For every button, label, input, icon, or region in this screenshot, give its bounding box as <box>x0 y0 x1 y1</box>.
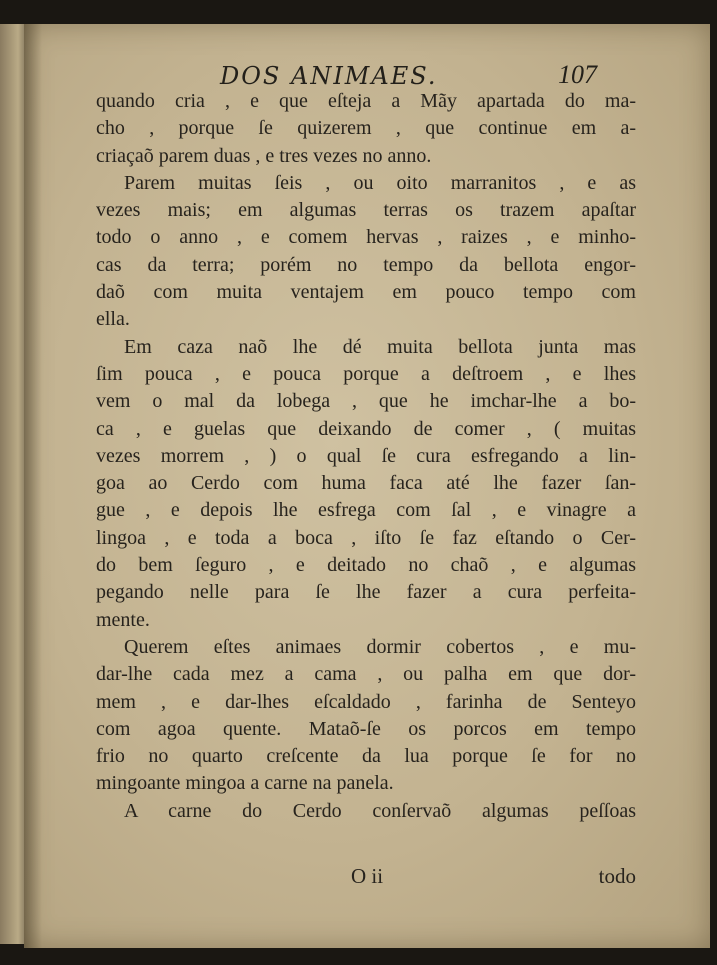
text-line: vem o mal da lobega , que he imchar-lhe a bo- <box>96 390 636 413</box>
text-line: criaçaõ parem duas , e tres vezes no anno. <box>96 144 432 167</box>
text-line: ella. <box>96 308 130 331</box>
text-line: mingoante mingoa a carne na panela. <box>96 772 394 795</box>
book-page <box>24 24 710 948</box>
page-footer <box>96 864 636 894</box>
signature-mark: O ii <box>351 864 384 888</box>
text-line: todo o anno , e comem hervas , raizes , e minho- <box>96 226 636 249</box>
text-line: cas da terra; porém no tempo da bellota engor- <box>96 253 636 276</box>
text-line: vezes mais; em algumas terras os trazem apaſtar <box>96 199 636 222</box>
text-line: vezes morrem , ) o qual ſe cura esfregando a lin- <box>96 444 636 467</box>
text-line: quando cria , e que eſteja a Mãy apartada do ma- <box>96 90 636 112</box>
text-line: ca , e guelas que deixando de comer , ( muitas <box>96 417 636 440</box>
text-line: cho , porque ſe quizerem , que continue em a- <box>96 117 636 140</box>
body-text <box>96 88 636 825</box>
text-line: dar-lhe cada mez a cama , ou palha em que dor- <box>96 663 636 686</box>
text-line: mem , e dar-lhes eſcaldado , farinha de Senteyo <box>96 690 636 713</box>
running-head: DOS ANIMAES. <box>220 62 438 90</box>
page-gutter <box>24 24 42 948</box>
text-line: frio no quarto creſcente da lua porque ſe for no <box>96 745 636 768</box>
catchword: todo <box>598 864 636 888</box>
text-line: ſim pouca , e pouca porque a deſtroem , e lhes <box>96 362 636 385</box>
text-line: do bem ſeguro , e deitado no chaõ , e algumas <box>96 554 636 577</box>
text-line: Parem muitas ſeis , ou oito marranitos , e as <box>124 171 636 194</box>
text-line: daõ com muita ventajem em pouco tempo com <box>96 281 636 304</box>
text-line: Querem eſtes animaes dormir cobertos , e mu- <box>124 635 636 658</box>
text-line: com agoa quente. Mataõ-ſe os porcos em tempo <box>96 717 636 740</box>
text-line: goa ao Cerdo com huma faca até lhe fazer ſan- <box>96 472 636 495</box>
text-line: A carne do Cerdo conſervaõ algumas peſſoas <box>124 799 636 822</box>
text-line: lingoa , e toda a boca , iſto ſe faz eſtando o Cer- <box>96 526 636 549</box>
page-number: 107 <box>558 60 597 89</box>
text-line: pegando nelle para ſe lhe fazer a cura perfeita- <box>96 581 636 604</box>
text-line: mente. <box>96 608 150 631</box>
text-line: gue , e depois lhe esfrega com ſal , e vinagre a <box>96 499 636 522</box>
text-line: Em caza naõ lhe dé muita bellota junta mas <box>124 335 636 358</box>
